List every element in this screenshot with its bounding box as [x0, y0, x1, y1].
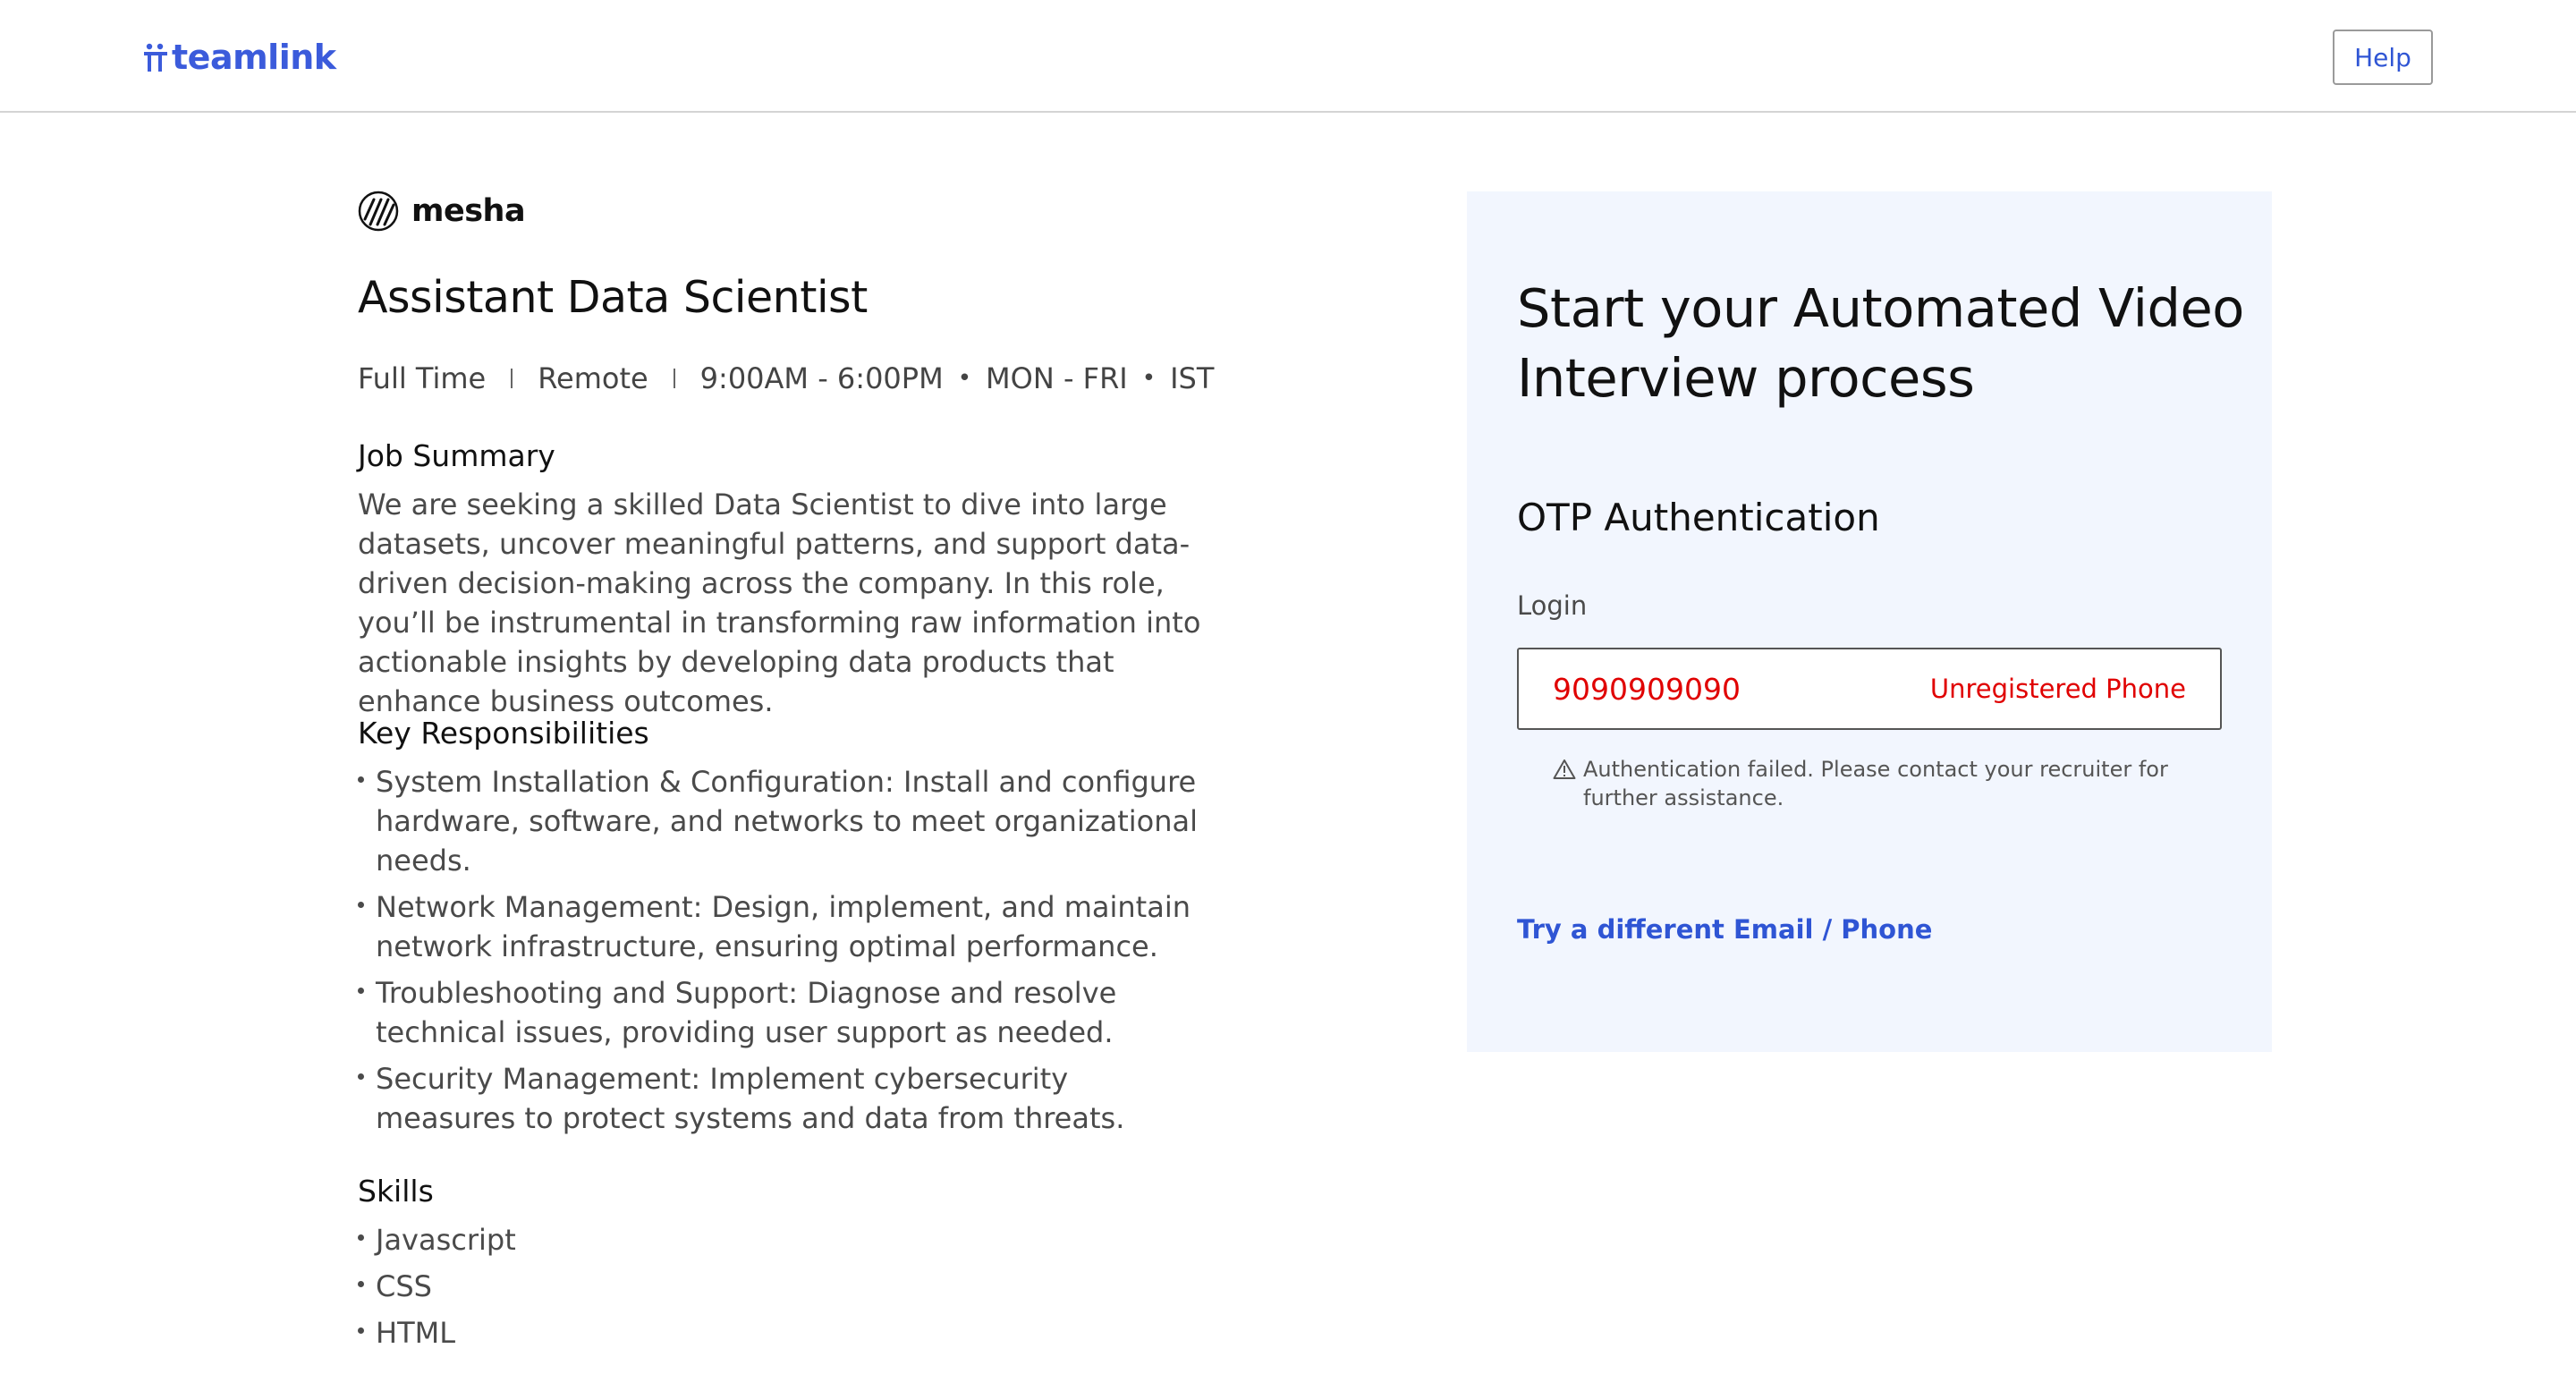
brand-name: teamlink [172, 38, 336, 77]
list-item: Javascript [358, 1220, 1216, 1260]
summary-heading: Job Summary [358, 438, 555, 473]
list-item: Security Management: Implement cybersecurity measures to protect systems and data from threats. [358, 1059, 1216, 1138]
responsibilities-list [358, 762, 1216, 1145]
job-meta [358, 361, 1214, 395]
skills-list [358, 1220, 1216, 1360]
phone-status: Unregistered Phone [1929, 674, 2186, 704]
auth-card [1467, 191, 2272, 1052]
company-name: mesha [411, 193, 526, 229]
meta-divider [674, 369, 675, 388]
list-item: Network Management: Design, implement, and maintain network infrastructure, ensuring optimal performance. [358, 887, 1216, 966]
skills-heading: Skills [358, 1174, 434, 1209]
error-message [1553, 755, 2215, 812]
help-button[interactable]: Help [2333, 30, 2433, 85]
job-summary: We are seeking a skilled Data Scientist to dive into large datasets, uncover meaningful patterns, and support data-driven decision-making across the company. In this role, you’ll be instrumental in transforming raw information into actionable insights by developing data products that enhance business outcomes. [358, 488, 1201, 718]
list-item: HTML [358, 1313, 1216, 1353]
list-item: Troubleshooting and Support: Diagnose and resolve technical issues, providing user support as needed. [358, 973, 1216, 1052]
mesha-logo-icon [358, 191, 399, 232]
job-description [358, 190, 1252, 1350]
meta-dot: • [1141, 365, 1157, 392]
phone-input[interactable] [1553, 672, 1911, 707]
otp-heading: OTP Authentication [1517, 496, 1880, 539]
login-field[interactable] [1517, 648, 2222, 730]
company-header [358, 190, 1252, 233]
teamlink-logo-icon [143, 42, 168, 72]
job-location: Remote [538, 361, 648, 395]
list-item: System Installation & Configuration: Install and configure hardware, software, and networks to meet organizational needs. [358, 762, 1216, 880]
meta-dot: • [957, 365, 972, 392]
job-title: Assistant Data Scientist [358, 272, 868, 323]
list-item: CSS [358, 1267, 1216, 1306]
job-days: MON - FRI [986, 361, 1128, 395]
try-different-login-link[interactable]: Try a different Email / Phone [1517, 914, 1933, 945]
error-text: Authentication failed. Please contact your recruiter for further assistance. [1583, 757, 2168, 810]
teamlink-logo[interactable] [143, 36, 336, 79]
login-label: Login [1517, 590, 1588, 621]
job-timezone: IST [1170, 361, 1215, 395]
job-hours: 9:00AM - 6:00PM [699, 361, 944, 395]
employment-type: Full Time [358, 361, 487, 395]
meta-divider [511, 369, 513, 388]
warning-triangle-icon [1553, 759, 1576, 780]
card-title: Start your Automated Video Interview process [1517, 277, 2244, 409]
responsibilities-heading: Key Responsibilities [358, 716, 649, 751]
top-navigation-bar [0, 0, 2576, 113]
